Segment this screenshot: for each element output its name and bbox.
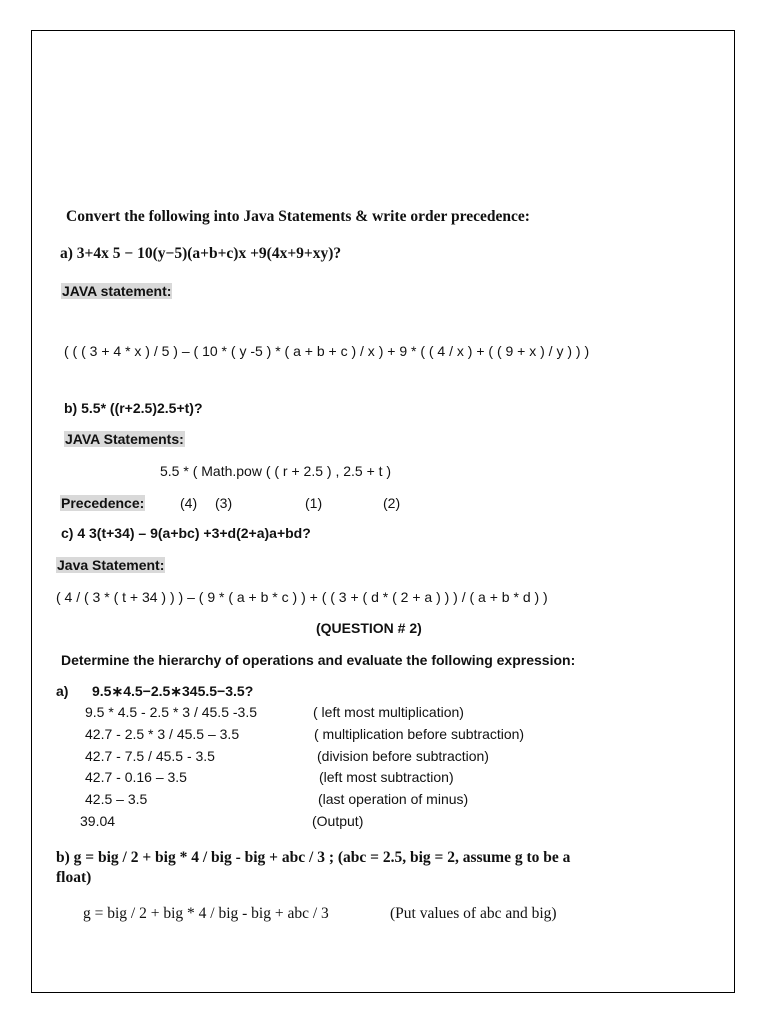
step-expr: 42.7 - 0.16 – 3.5: [85, 769, 187, 785]
step-note: (Output): [312, 813, 364, 829]
q1c-java-label: Java Statement:: [57, 557, 165, 573]
step-note: ( multiplication before subtraction): [314, 726, 525, 742]
step-note: ( left most multiplication): [313, 704, 464, 720]
step-expr: 39.04: [80, 813, 116, 829]
q1b-precedence-label: Precedence:: [61, 495, 145, 511]
q1a-java-code: ( ( ( 3 + 4 * x ) / 5 ) – ( 10 * ( y -5 ) * ( a + b + c ) / x ) + 9 * ( ( 4 / x ) + ( ( 9 + x ) / y ) ) ): [64, 343, 590, 359]
q2b-question-line1: b) g = big / 2 + big * 4 / big - big + abc / 3 ; (abc = 2.5, big = 2, assume g to be a: [56, 849, 571, 866]
q2-heading: (QUESTION # 2): [316, 620, 422, 636]
step-expr: 42.7 - 2.5 * 3 / 45.5 – 3.5: [85, 726, 240, 742]
intro-heading: Convert the following into Java Statements & write order precedence:: [66, 208, 530, 225]
step-note: (division before subtraction): [317, 748, 489, 764]
step-expr: 42.7 - 7.5 / 45.5 - 3.5: [85, 748, 215, 764]
precedence-item: (3): [215, 495, 233, 511]
q2b-note: (Put values of abc and big): [390, 905, 557, 922]
q1c-question: c) 4 3(t+34) – 9(a+bc) +3+d(2+a)a+bd?: [61, 525, 311, 541]
q2a-label: a): [56, 683, 69, 699]
q2b-formula: g = big / 2 + big * 4 / big - big + abc / 3: [83, 905, 329, 922]
q1a-question: a) 3+4x 5 − 10(y−5)(a+b+c)x +9(4x+9+xy)?: [60, 245, 342, 262]
q1c-java-code: ( 4 / ( 3 * ( t + 34 ) ) ) – ( 9 * ( a + b * c ) ) + ( ( 3 + ( d * ( 2 + a ) ) ) / ( a + b * d ) ): [56, 589, 548, 605]
q1b-question: b) 5.5* ((r+2.5)2.5+t)?: [64, 400, 203, 416]
q1b-java-label: JAVA Statements:: [65, 431, 184, 447]
q2-instruction: Determine the hierarchy of operations and evaluate the following expression:: [61, 652, 576, 668]
step-expr: 9.5 * 4.5 - 2.5 * 3 / 45.5 -3.5: [85, 704, 257, 720]
step-note: (left most subtraction): [319, 769, 454, 785]
step-expr: 42.5 – 3.5: [85, 791, 148, 807]
q1b-java-code: 5.5 * ( Math.pow ( ( r + 2.5 ) , 2.5 + t ): [160, 463, 392, 479]
q2b-question-line2: float): [56, 869, 92, 886]
precedence-item: (1): [305, 495, 323, 511]
precedence-item: (4): [180, 495, 198, 511]
step-note: (last operation of minus): [318, 791, 469, 807]
precedence-item: (2): [383, 495, 401, 511]
q1a-java-label: JAVA statement:: [62, 283, 172, 299]
q2a-expression: 9.5∗4.5−2.5∗345.5−3.5?: [92, 683, 254, 699]
